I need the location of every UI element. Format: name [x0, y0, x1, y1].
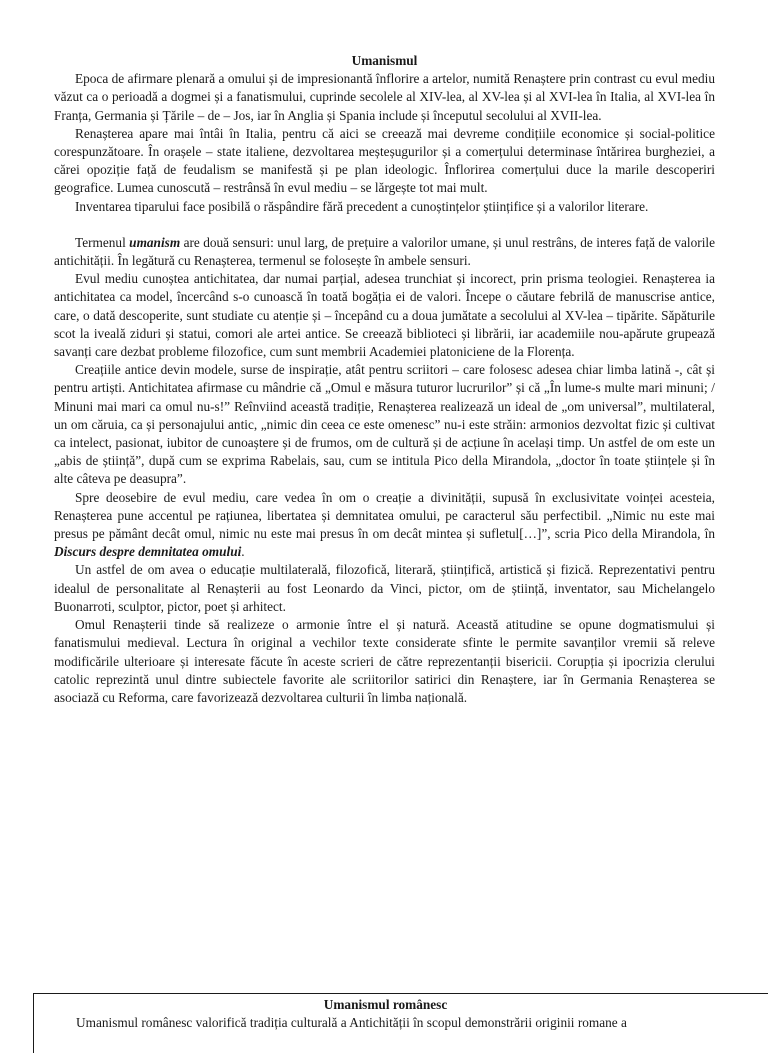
romanian-humanism-text: Umanismul românesc valorifică tradiția culturală a Antichității în scopul demonstrării originii romane a: [76, 1015, 627, 1031]
paragraph-antiquity: Evul mediu cunoștea antichitatea, dar numai parțial, adesea trunchiat și incorect, prin prisma teologiei. Renașterea ia antichitatea ca model, încercând s-o cunoască în toată bogăția ei de valori. Începe o căutare febrilă de manuscrise antice, care, o dată descoperite, sunt studiate cu atenție și – începând cu a doua jumătate a secolului al XV-lea – tipărite. Săpăturile scot la iveală ziduri și statui, comori ale artei antice. Se creează biblioteci și librării, iar academiile nou-apărute grupează savanți care dezbat probleme filozofice, cum sunt membrii Academiei platoniciene de la Florența.: [54, 271, 715, 360]
paragraph-gap: [54, 216, 715, 234]
romanian-humanism-title: Umanismul românesc: [323, 997, 448, 1012]
paragraph-models: Creațiile antice devin modele, surse de inspirație, atât pentru scriitori – care folosesc adesea chiar limba latină -, cât și pentru artiști. Antichitatea afirmase cu mândrie că „Omul e măsura tuturor lucrurilor” și că „În lume-s multe mari minuni; / Minuni mai mari ca omul nu-s!” Reînviind această tradiție, Renașterea realizează un ideal de „om universal”, multilateral, un om căruia, ca și personajului antic, „nimic din ceea ce este omenesc” nu-i este străin: armonios dezvoltat fizic și cultivat ca intelect, pasionat, iubitor de cunoaștere și de frumos, om de cultură și de acțiune în același timp. Un astfel de om este un „abis de știință”, după cum se exprima Rabelais, sau, cum se intitula Pico della Mirandola, „doctor în toate științele și în alte câteva pe deasupra”.: [54, 362, 715, 487]
term-umanism: umanism: [129, 234, 181, 250]
document-body: [54, 52, 715, 707]
dignity-text: Spre deosebire de evul mediu, care vedea în om o creație a divinității, supusă în exclusivitate voinței acesteia, Renașterea pune accentul pe rațiunea, libertatea și demnitatea omului, pe caracterul său perfectibil. „Nimic nu este mai presus pe pământ decât omul, nimic nu este mai presus în om decât mintea și sufletul[…]”, scria Pico della Mirandola, în: [54, 489, 715, 542]
paragraph-dignity: [54, 489, 715, 562]
paragraph-epoch: Epoca de afirmare plenară a omului și de impresionantă înflorire a artelor, numită Renaștere prin contrast cu evul mediu văzut ca o perioadă a dogmei și a fanatismului, cuprinde secolele al XIV-lea, al XV-lea și al XVI-lea în Italia, al XVI-lea în Franța, Germania și Țările – de – Jos, iar în Anglia și Spania include și începutul secolului al XVII-lea.: [54, 71, 715, 123]
paragraph-term: [54, 234, 715, 270]
paragraph-italy: Renașterea apare mai întâi în Italia, pentru că aici se creează mai devreme condițiile economice și social-politice corespunzătoare. În orașele – state italiene, dezvoltarea meșteșugurilor și a comerțului determinase întărirea burgheziei, a cărei opoziție față de feudalism se manifestă și pe plan ideologic. Înflorirea comerțului duce la marile descoperiri geografice. Lumea cunoscută – restrânsă în evul mediu – se lărgește tot mai mult.: [54, 125, 715, 196]
dignity-text-end: .: [241, 544, 245, 560]
paragraph-education: Un astfel de om avea o educație multilaterală, filozofică, literară, științifică, artistică și fizică. Reprezentativi pentru idealul de personalitate al Renașterii au fost Leonardo da Vinci, pictor, om de știință, inventator, sau Michelangelo Buonarroti, sculptor, pictor, poet și arhitect.: [54, 562, 715, 614]
document-title: Umanismul: [351, 53, 418, 68]
romanian-humanism-box: [33, 993, 768, 1053]
term-intro-text: Termenul: [75, 234, 130, 250]
romanian-humanism-content: [55, 996, 716, 1032]
term-definition-text: are două sensuri: unul larg, de prețuire a valorilor umane, și unul restrâns, de interes față de valorile antichității. În legătură cu Renașterea, termenul se folosește în ambele sensuri.: [54, 234, 715, 269]
paragraph-printing: Inventarea tiparului face posibilă o răspândire fără precedent a cunoștințelor științifice și a valorilor literare.: [75, 198, 649, 214]
paragraph-nature: Omul Renașterii tinde să realizeze o armonie între el și natură. Această atitudine se opune dogmatismului și fanatismului medieval. Lectura în original a vechilor texte considerate sfinte le permite savanților vremii să releve modificările ulterioare și interesate făcute în aceste scrieri de către reprezentanții bisericii. Corupția și ipocrizia clerului catolic reprezintă unul dintre subiectele favorite ale scriitorilor satirici din Renaștere, iar în Germania Renașterea se asociază cu Reforma, care favorizează dezvoltarea culturii în limba națională.: [54, 617, 715, 705]
work-title-discurs: Discurs despre demnitatea omului: [54, 544, 242, 560]
